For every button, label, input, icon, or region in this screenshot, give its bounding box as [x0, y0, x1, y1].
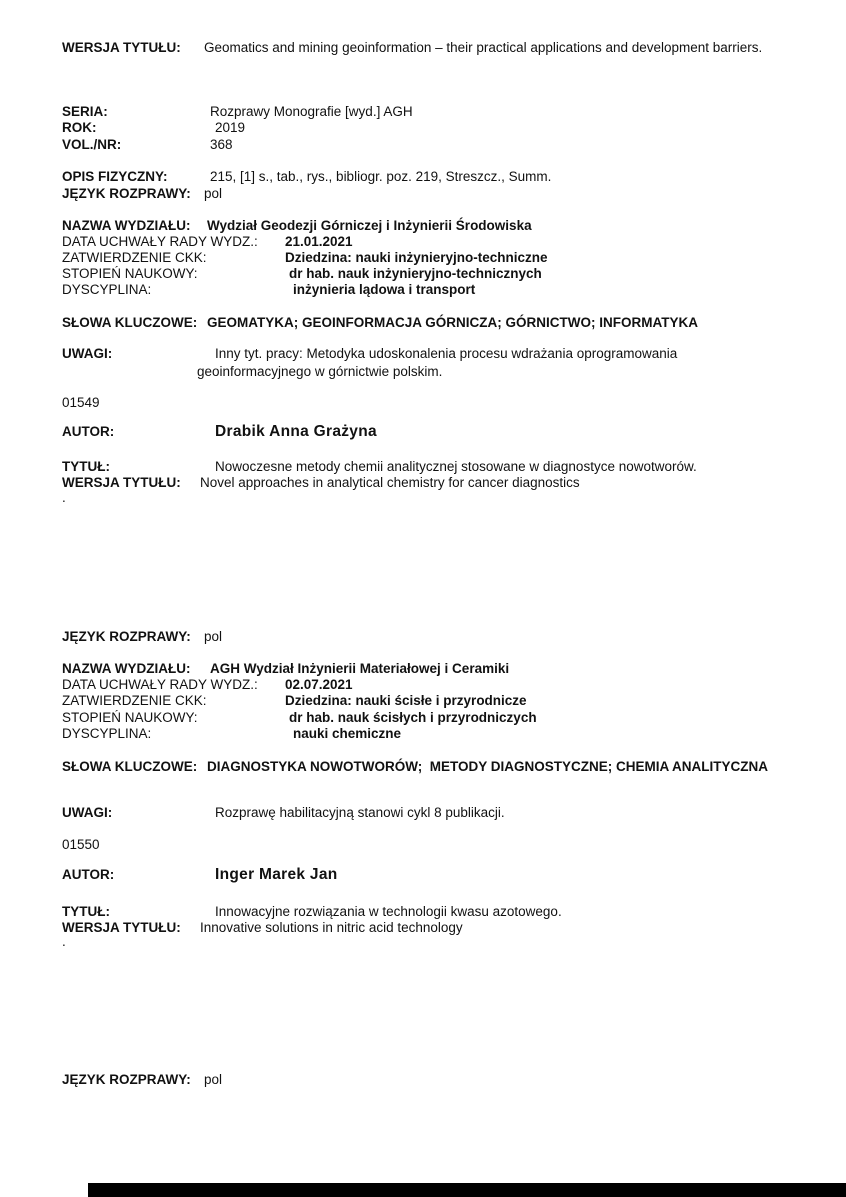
field-value: 01550: [62, 837, 100, 852]
field-label: DATA UCHWAŁY RADY WYDZ.:: [62, 677, 258, 692]
field-label: SŁOWA KLUCZOWE:: [62, 759, 198, 774]
field-value: Nowoczesne metody chemii analitycznej stosowane w diagnostyce nowotworów.: [215, 459, 697, 474]
field-label: AUTOR:: [62, 424, 115, 439]
field-value: Novel approaches in analytical chemistry for cancer diagnostics: [200, 475, 580, 490]
field-zatwierdzenie-ckk: [0, 249, 846, 266]
field-label: DYSCYPLINA:: [62, 282, 152, 297]
field-label: UWAGI:: [62, 346, 113, 361]
field-value: Rozprawę habilitacyjną stanowi cykl 8 publikacji.: [215, 805, 505, 820]
field-label: UWAGI:: [62, 805, 113, 820]
field-value: 368: [210, 137, 233, 152]
field-value: Wydział Geodezji Górniczej i Inżynierii Środowiska: [207, 218, 532, 233]
field-label: WERSJA TYTUŁU:: [62, 920, 181, 935]
field-label: SŁOWA KLUCZOWE:: [62, 315, 198, 330]
field-value: .: [62, 490, 66, 505]
field-value: Rozprawy Monografie [wyd.] AGH: [210, 104, 413, 119]
field-label: TYTUŁ:: [62, 904, 110, 919]
field-value: inżynieria lądowa i transport: [293, 282, 476, 297]
field-value: pol: [204, 629, 223, 644]
field-autor: [0, 866, 846, 883]
field-value: DIAGNOSTYKA NOWOTWORÓW; METODY DIAGNOSTYCZNE; CHEMIA ANALITYCZNA: [207, 759, 768, 774]
scan-edge-bar: [88, 1183, 846, 1197]
field-jezyk-rozprawy: [0, 1071, 846, 1088]
field-data-uchwaly-rady-wydz: [0, 233, 846, 250]
field-label: ZATWIERDZENIE CKK:: [62, 693, 207, 708]
field-tytul: [0, 458, 846, 475]
field-nazwa-wydzialu: [0, 217, 846, 234]
field-value: Dziedzina: nauki inżynieryjno-techniczne: [285, 250, 548, 265]
field-jezyk-rozprawy: [0, 628, 846, 645]
field-label: SERIA:: [62, 104, 108, 119]
field-uwagi: [0, 345, 846, 362]
field-value: AGH Wydział Inżynierii Materiałowej i Ceramiki: [210, 661, 510, 676]
field-label: AUTOR:: [62, 867, 115, 882]
field-seria: [0, 103, 846, 120]
field-trailing-period: [0, 489, 846, 506]
field-label: DYSCYPLINA:: [62, 726, 152, 741]
field-value: Innowacyjne rozwiązania w technologii kwasu azotowego.: [215, 904, 562, 919]
field-label: DATA UCHWAŁY RADY WYDZ.:: [62, 234, 258, 249]
field-data-uchwaly-rady-wydz: [0, 676, 846, 693]
field-uwagi: [0, 804, 846, 821]
field-value: Inny tyt. pracy: Metodyka udoskonalenia procesu wdrażania oprogramowania: [215, 346, 678, 361]
field-value: 215, [1] s., tab., rys., bibliogr. poz. 219, Streszcz., Summ.: [210, 169, 552, 184]
field-trailing-period: [0, 933, 846, 950]
field-value: nauki chemiczne: [293, 726, 402, 741]
field-value: pol: [204, 1072, 223, 1087]
field-value: Geomatics and mining geoinformation – their practical applications and development barriers.: [204, 40, 763, 55]
field-value: Innovative solutions in nitric acid technology: [200, 920, 463, 935]
field-value: pol: [204, 186, 223, 201]
field-label: STOPIEŃ NAUKOWY:: [62, 266, 198, 281]
field-label: TYTUŁ:: [62, 459, 110, 474]
field-value: 21.01.2021: [285, 234, 353, 249]
field-zatwierdzenie-ckk: [0, 692, 846, 709]
field-value: Drabik Anna Grażyna: [215, 423, 377, 440]
field-value: geoinformacyjnego w górnictwie polskim.: [197, 364, 443, 379]
field-tytul: [0, 903, 846, 920]
field-slowa-kluczowe: [0, 758, 846, 775]
field-value: dr hab. nauk ścisłych i przyrodniczych: [289, 710, 537, 725]
field-value: Inger Marek Jan: [215, 866, 338, 883]
field-value: dr hab. nauk inżynieryjno-technicznych: [289, 266, 542, 281]
field-label: JĘZYK ROZPRAWY:: [62, 186, 191, 201]
field-wersja-tytulu: [0, 39, 846, 56]
field-vol-nr: [0, 136, 846, 153]
field-value: 01549: [62, 395, 100, 410]
field-label: STOPIEŃ NAUKOWY:: [62, 710, 198, 725]
field-value: .: [62, 934, 66, 949]
field-rok: [0, 119, 846, 136]
field-uwagi-continued: [0, 363, 846, 380]
field-label: ROK:: [62, 120, 97, 135]
field-record-number: [0, 394, 846, 411]
field-record-number: [0, 836, 846, 853]
field-label: NAZWA WYDZIAŁU:: [62, 661, 191, 676]
field-opis-fizyczny: [0, 168, 846, 185]
field-autor: [0, 423, 846, 440]
field-label: WERSJA TYTUŁU:: [62, 475, 181, 490]
field-label: VOL./NR:: [62, 137, 122, 152]
field-stopien-naukowy: [0, 709, 846, 726]
field-value: GEOMATYKA; GEOINFORMACJA GÓRNICZA; GÓRNICTWO; INFORMATYKA: [207, 315, 698, 330]
field-label: JĘZYK ROZPRAWY:: [62, 1072, 191, 1087]
field-label: NAZWA WYDZIAŁU:: [62, 218, 191, 233]
field-stopien-naukowy: [0, 265, 846, 282]
field-dyscyplina: [0, 281, 846, 298]
field-label: JĘZYK ROZPRAWY:: [62, 629, 191, 644]
field-label: ZATWIERDZENIE CKK:: [62, 250, 207, 265]
field-value: 2019: [215, 120, 246, 135]
field-jezyk-rozprawy: [0, 185, 846, 202]
field-slowa-kluczowe: [0, 314, 846, 331]
field-value: 02.07.2021: [285, 677, 353, 692]
field-label: OPIS FIZYCZNY:: [62, 169, 168, 184]
field-dyscyplina: [0, 725, 846, 742]
field-label: WERSJA TYTUŁU:: [62, 40, 181, 55]
field-nazwa-wydzialu: [0, 660, 846, 677]
field-value: Dziedzina: nauki ścisłe i przyrodnicze: [285, 693, 527, 708]
